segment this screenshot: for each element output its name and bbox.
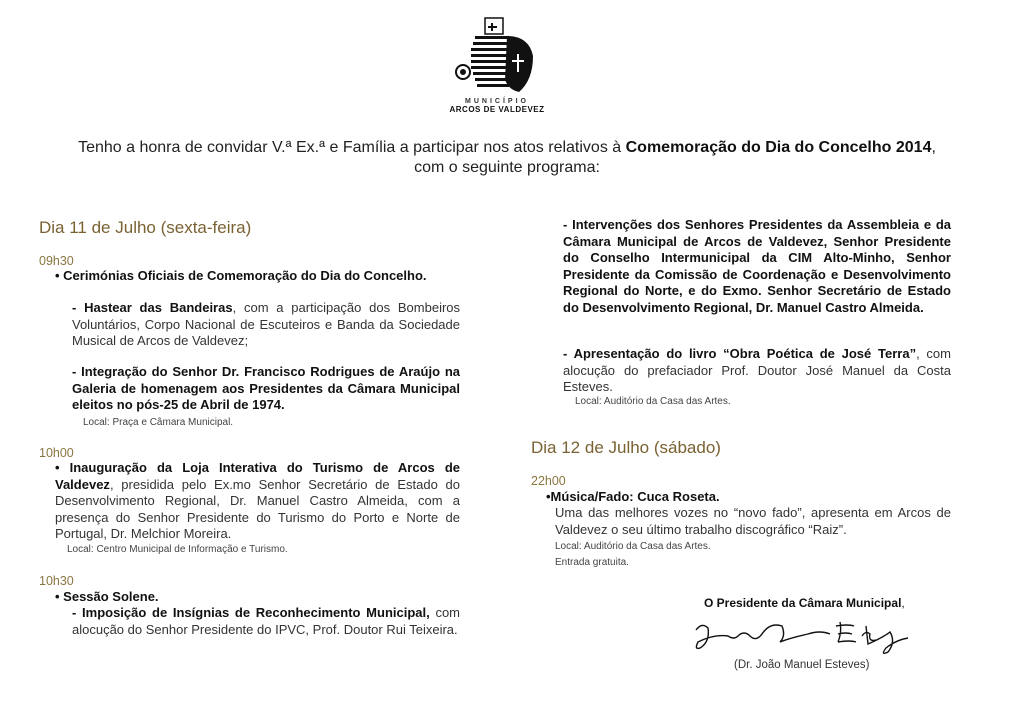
intro-pre: Tenho a honra de convidar V.ª Ex.ª e Família a participar nos atos relativos à (78, 139, 626, 156)
day1-local1: Local: Praça e Câmara Municipal. (83, 417, 234, 428)
day2-item-text: Uma das melhores vozes no “novo fado”, apresenta em Arcos de Valdevez o seu último trabalho discográfico “Raiz”. (555, 505, 951, 537)
day1-local2: Local: Centro Municipal de Informação e Turismo. (67, 544, 288, 555)
day1-item-inauguracao: • Inauguração da Loja Interativa do Turismo de Arcos de Valdevez, presidida pelo Ex.mo Senhor Secretário de Estado do Desenvolvimento Regional, Dr. Manuel Castro Almeida, com a presença do Senhor Presidente do Turismo do Porto e Norte de Portugal, Dr. Melchior Moreira. (55, 460, 460, 541)
right-sub-intervencoes: - Intervenções dos Senhores Presidentes da Assembleia e da Câmara Municipal de Arcos de Valdevez, Senhor Presidente do Conselho Intermunicipal da CIM Alto-Minho, Senhor Presidente da Comissão de Coordenação e Desenvolvimento Regional do Norte, e do Exmo. Senhor Secretário de Estado do Desenvolvimento Regional, Dr. Manuel Castro Almeida. (563, 217, 951, 315)
day1-item-cerimonias: • Cerimónias Oficiais de Comemoração do Dia do Concelho. (55, 268, 427, 283)
day1-time-0930: 09h30 (39, 254, 74, 268)
day2-item-musica: •Música/Fado: Cuca Roseta. (546, 489, 720, 504)
logo-line-arcos: ARCOS DE VALDEVEZ (449, 105, 545, 114)
day1-time-1000: 10h00 (39, 446, 74, 460)
signature-name: (Dr. João Manuel Esteves) (734, 659, 870, 671)
logo-line-municipio: MUNICÍPIO (465, 98, 529, 105)
intro-text (40, 138, 974, 178)
intro-comma: , (931, 139, 936, 156)
day1-sub-bandeiras: - Hastear das Bandeiras, com a participação dos Bombeiros Voluntários, Corpo Nacional de Escuteiros e Banda da Sociedade Musical de Arcos de Valdevez; (72, 300, 461, 348)
day1-title: Dia 11 de Julho (sexta-feira) (39, 218, 252, 237)
day2-time-2200: 22h00 (531, 474, 566, 488)
intro-line2: com o seguinte programa: (414, 159, 600, 176)
right-sub-livro: - Apresentação do livro “Obra Poética de José Terra”, com alocução do prefaciador Prof. Doutor José Manuel da Costa Esteves. (563, 346, 951, 394)
day1-item-sessao: • Sessão Solene. (55, 589, 159, 604)
day1-sub-insignias: - Imposição de Insígnias de Reconhecimento Municipal, com alocução do Senhor Presidente do IPVC, Prof. Doutor Rui Teixeira. (72, 605, 460, 637)
intro-event: Comemoração do Dia do Concelho 2014 (625, 139, 932, 156)
knight-shield-logo-icon (447, 14, 547, 96)
day2-entry: Entrada gratuita. (555, 557, 629, 568)
day1-time-1030: 10h30 (39, 574, 74, 588)
handwritten-signature (690, 612, 920, 658)
right-local3: Local: Auditório da Casa das Artes. (575, 396, 731, 407)
signature-title: O Presidente da Câmara Municipal, (704, 596, 905, 610)
day1-sub-integracao: - Integração do Senhor Dr. Francisco Rodrigues de Araújo na Galeria de homenagem aos Presidentes da Câmara Municipal eleitos no pós-25 de Abril de 1974. (72, 364, 460, 412)
day2-title: Dia 12 de Julho (sábado) (531, 438, 721, 457)
municipal-logo (447, 14, 547, 122)
day2-local: Local: Auditório da Casa das Artes. (555, 541, 711, 552)
